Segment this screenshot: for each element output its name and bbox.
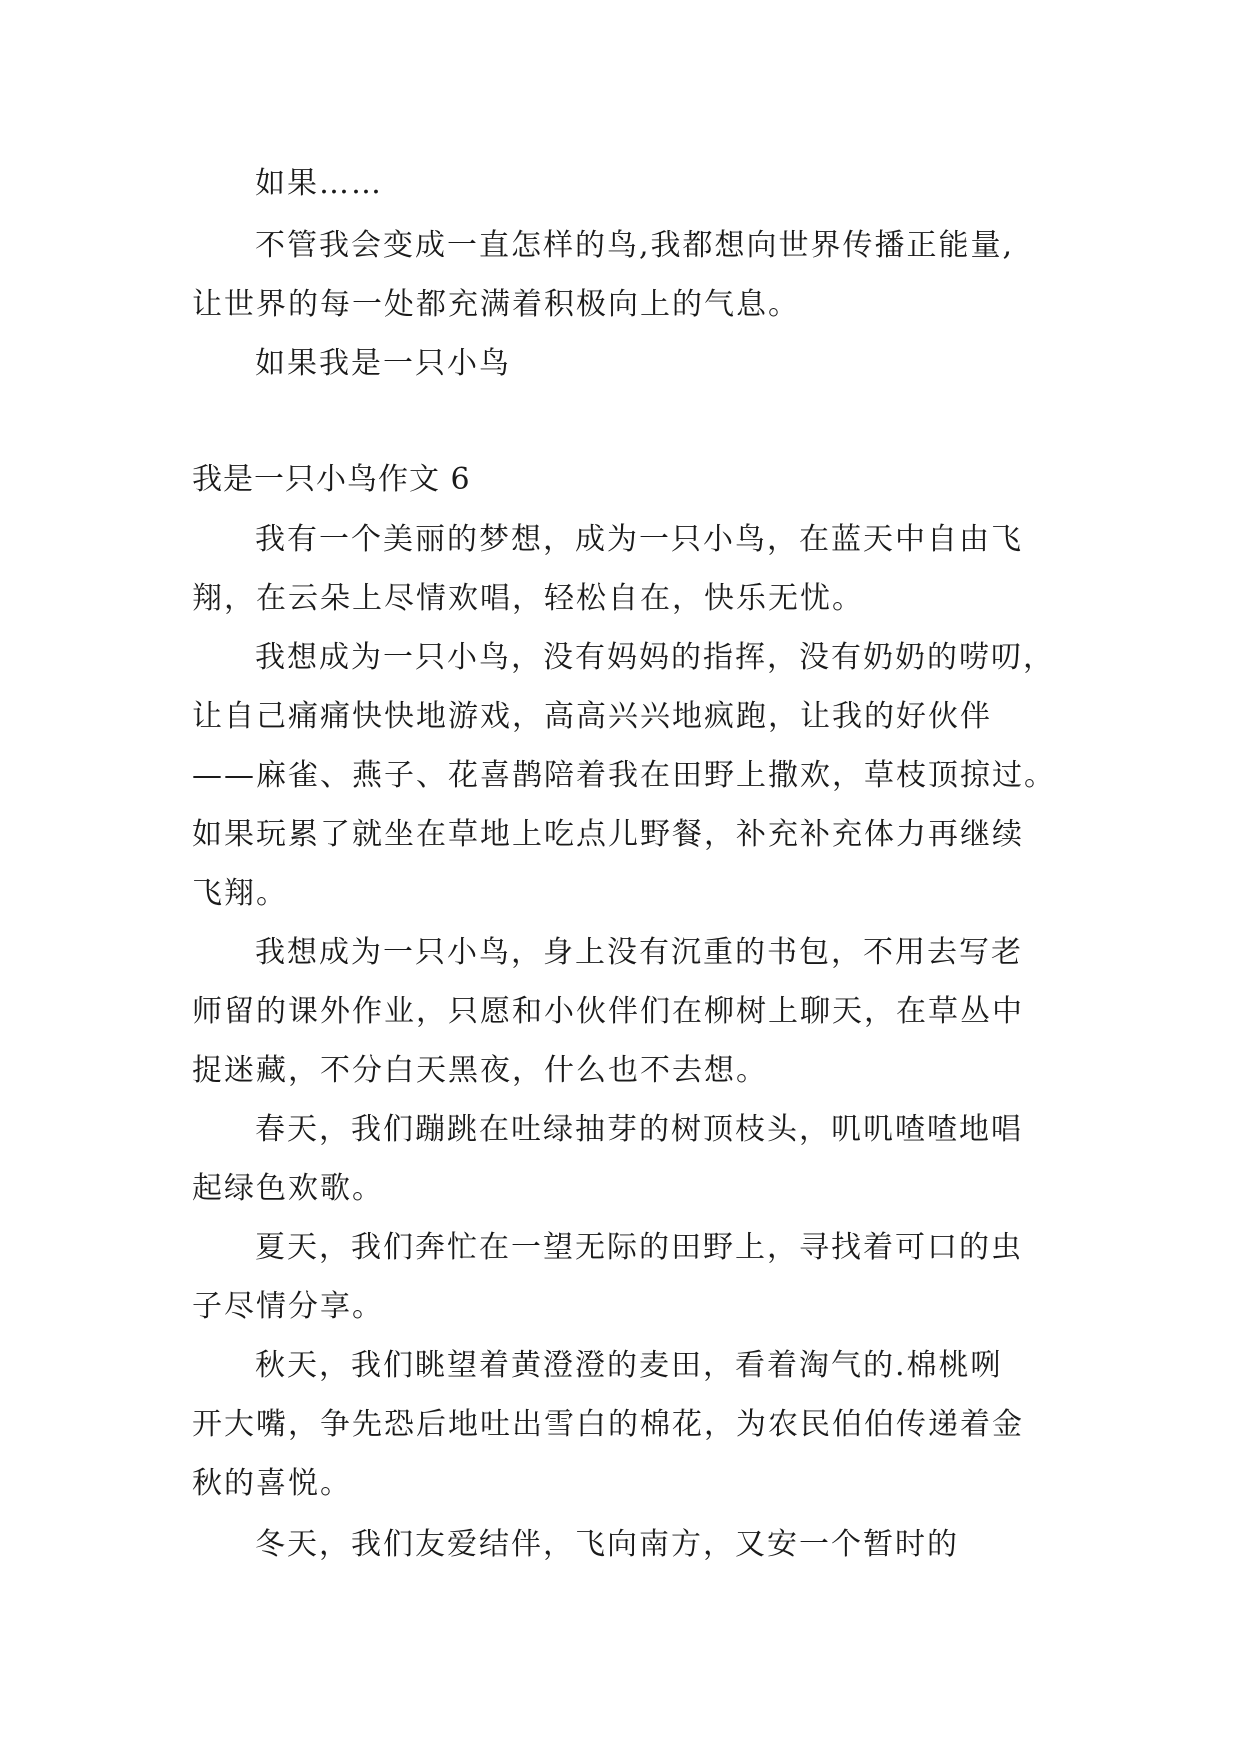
- paragraph-line: 让自己痛痛快快地游戏，高高兴兴地疯跑，让我的好伙伴: [192, 699, 992, 734]
- paragraph-line: 捉迷藏，不分白天黑夜，什么也不去想。: [192, 1053, 768, 1088]
- paragraph-line: ——麻雀、燕子、花喜鹊陪着我在田野上撒欢，草枝顶掠过。: [192, 758, 1056, 793]
- paragraph-line: 如果……: [255, 166, 383, 201]
- paragraph-line: 起绿色欢歌。: [192, 1171, 384, 1206]
- paragraph-line: 秋天，我们眺望着黄澄澄的麦田，看着淘气的.棉桃咧: [255, 1348, 1003, 1383]
- paragraph-line: 飞翔。: [192, 876, 288, 911]
- paragraph-line: 让世界的每一处都充满着积极向上的气息。: [192, 287, 800, 322]
- paragraph-line: 我想成为一只小鸟，身上没有沉重的书包，不用去写老: [255, 935, 1023, 970]
- paragraph-line: 我有一个美丽的梦想，成为一只小鸟，在蓝天中自由飞: [255, 522, 1023, 557]
- paragraph-line: 春天，我们蹦跳在吐绿抽芽的树顶枝头，叽叽喳喳地唱: [255, 1112, 1023, 1147]
- paragraph-line: 如果玩累了就坐在草地上吃点儿野餐，补充补充体力再继续: [192, 817, 1024, 852]
- paragraph-line: 不管我会变成一直怎样的鸟,我都想向世界传播正能量,: [255, 228, 1015, 263]
- paragraph-line: 秋的喜悦。: [192, 1466, 352, 1501]
- paragraph-line: 开大嘴，争先恐后地吐出雪白的棉花，为农民伯伯传递着金: [192, 1407, 1024, 1442]
- paragraph-line: 如果我是一只小鸟: [255, 346, 511, 381]
- paragraph-line: 我想成为一只小鸟，没有妈妈的指挥，没有奶奶的唠叨，: [255, 640, 1055, 675]
- paragraph-line: 师留的课外作业，只愿和小伙伴们在柳树上聊天，在草丛中: [192, 994, 1024, 1029]
- paragraph-line: 夏天，我们奔忙在一望无际的田野上，寻找着可口的虫: [255, 1230, 1023, 1265]
- paragraph-line: 翔，在云朵上尽情欢唱，轻松自在，快乐无忧。: [192, 581, 864, 616]
- paragraph-line: 冬天，我们友爱结伴，飞向南方，又安一个暂时的: [255, 1527, 959, 1562]
- paragraph-line: 子尽情分享。: [192, 1289, 384, 1324]
- section-title: 我是一只小鸟作文 6: [192, 462, 471, 497]
